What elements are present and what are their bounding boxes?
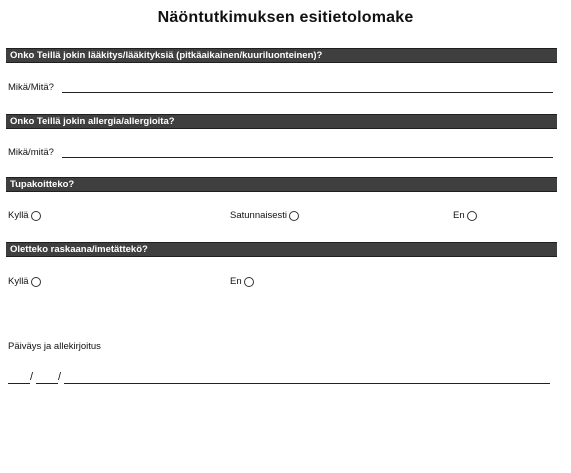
smoking-option-no[interactable] (453, 210, 477, 221)
section-heading-smoking: Tupakoitteko? (6, 177, 557, 192)
radio-circle-icon[interactable] (467, 211, 477, 221)
signature-line[interactable] (64, 383, 550, 384)
section-heading-pregnancy: Oletteko raskaana/imetättekö? (6, 242, 557, 257)
date-separator: / (30, 371, 34, 383)
date-day-line[interactable] (8, 383, 30, 384)
pregnancy-option-yes-label: Kyllä (8, 276, 29, 287)
smoking-option-occasionally[interactable] (230, 210, 299, 221)
form-title: Näöntutkimuksen esitietolomake (157, 9, 414, 26)
pregnancy-option-no-label: En (230, 276, 242, 287)
pregnancy-option-no[interactable] (230, 276, 254, 287)
radio-circle-icon[interactable] (31, 211, 41, 221)
radio-circle-icon[interactable] (244, 277, 254, 287)
smoking-option-no-label: En (453, 210, 465, 221)
pregnancy-option-yes[interactable] (8, 276, 41, 287)
smoking-option-yes-label: Kyllä (8, 210, 29, 221)
section-heading-medication: Onko Teillä jokin lääkitys/lääkityksiä (pitkäaikainen/kuuriluonteinen)? (6, 48, 557, 63)
allergy-input-line[interactable] (62, 157, 553, 158)
smoking-option-yes[interactable] (8, 210, 41, 221)
medication-field-label: Mikä/Mitä? (8, 82, 54, 93)
allergy-field-label: Mikä/mitä? (8, 147, 54, 158)
section-heading-allergy: Onko Teillä jokin allergia/allergioita? (6, 114, 557, 129)
smoking-option-occasionally-label: Satunnaisesti (230, 210, 288, 221)
medication-input-line[interactable] (62, 92, 553, 93)
date-separator: / (58, 371, 62, 383)
date-month-line[interactable] (36, 383, 58, 384)
radio-circle-icon[interactable] (289, 211, 299, 221)
radio-circle-icon[interactable] (31, 277, 41, 287)
signature-label: Päiväys ja allekirjoitus (8, 341, 101, 352)
